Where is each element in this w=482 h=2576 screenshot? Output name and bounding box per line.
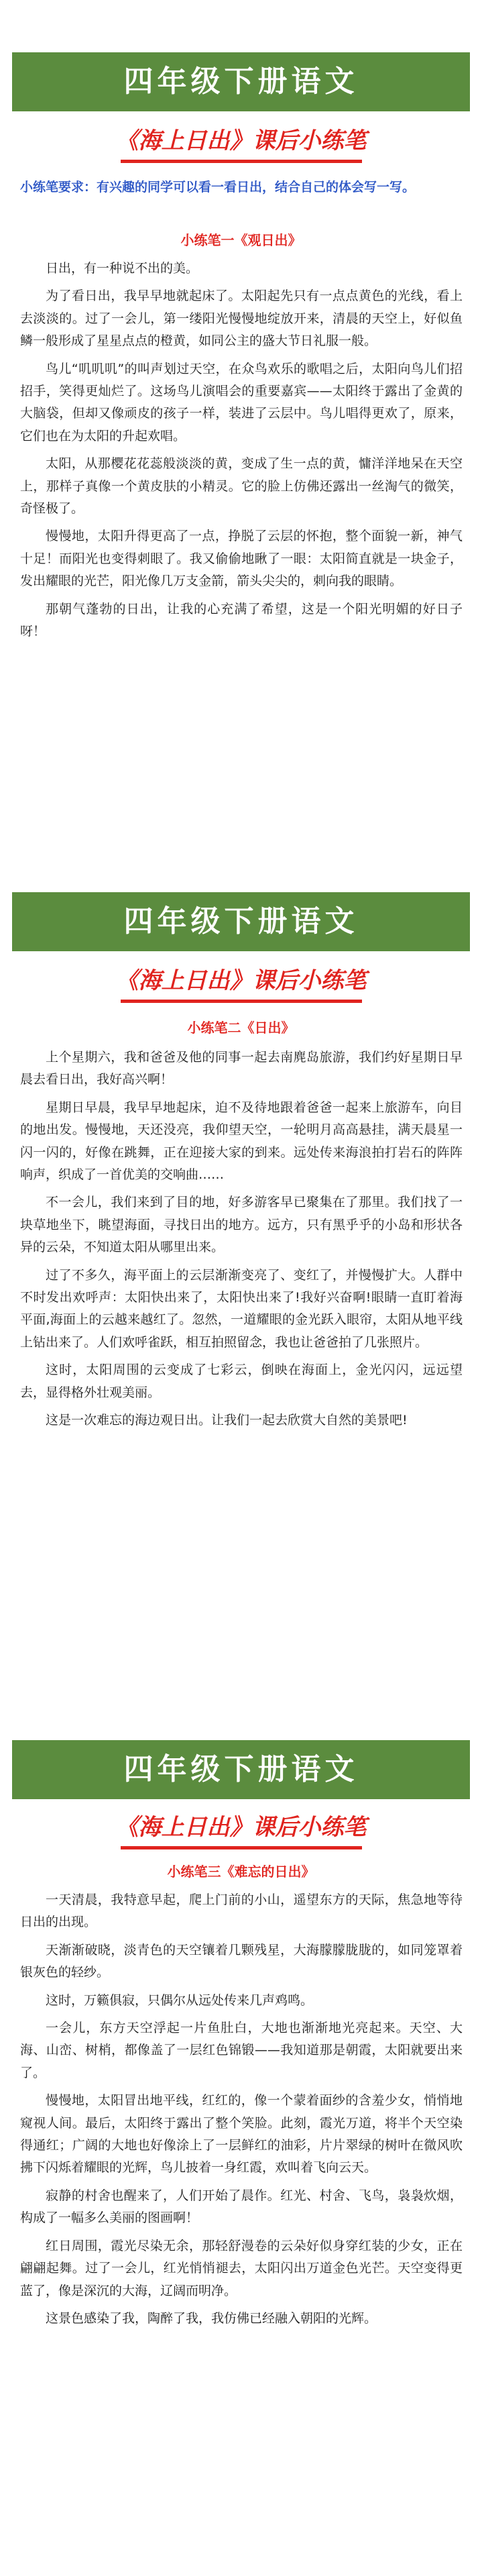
paragraph: 过了不多久，海平面上的云层渐渐变亮了、变红了，并慢慢扩大。人群中不时发出欢呼声：太阳快出来了，太阳快出来了!我好兴奋啊!眼睛一直盯着海平面,海面上的云越来越红了。忽然，一道耀眼的金光跃入眼帘，太阳从地平线上钻出来了。人们欢呼雀跃，相互拍照留念，我也让爸爸拍了几张照片。 [20, 1267, 463, 1350]
paragraph: 这是一次难忘的海边观日出。让我们一起去欣赏大自然的美景吧! [46, 1413, 408, 1428]
subtitle-text: 《海上日出》课后小练笔 [115, 127, 367, 154]
paragraph: 日出，有一种说不出的美。 [46, 261, 199, 276]
paragraph: 这时，太阳周围的云变成了七彩云，倒映在海面上，金光闪闪，远远望去，显得格外壮观美丽。 [20, 1362, 463, 1400]
paragraph: 上个星期六，我和爸爸及他的同事一起去南麂岛旅游，我们约好星期日早晨去看日出，我好高兴啊！ [20, 1050, 463, 1087]
paragraph: 这景色感染了我，陶醉了我，我仿佛已经融入朝阳的光辉。 [46, 2310, 377, 2326]
section-subtitle [0, 965, 482, 997]
paragraph: 一会儿，东方天空浮起一片鱼肚白，大地也渐渐地光亮起来。天空、大海、山峦、树梢，都像盖了一层红色锦锻——我知道那是朝霞，太阳就要出来了。 [20, 2021, 463, 2080]
section-subtitle [0, 125, 482, 157]
section-3 [0, 1704, 482, 2576]
practice-body [20, 1889, 463, 2335]
paragraph: 这时，万籁俱寂，只偶尔从远处传来几声鸡鸣。 [46, 1992, 314, 2008]
paragraph: 不一会儿，我们来到了目的地，好多游客早已聚集在了那里。我们找了一块草地坐下，眺望海面，寻找日出的地方。远方，只有黑乎乎的小岛和形状各异的云朵，不知道太阳从哪里出来。 [20, 1195, 463, 1255]
practice-body [20, 258, 463, 649]
paragraph: 星期日早晨，我早早地起床，迫不及待地跟着爸爸一起来上旅游车，向目的地出发。慢慢地，天还没亮，我仰望天空，一轮明月高高悬挂，满天晨星一闪一闪的，好像在跳舞，正在迎接大家的到来。远处传来海浪拍打岩石的阵阵响声，织成了一首优美的交响曲…… [20, 1099, 463, 1183]
practice-heading: 小练笔三《难忘的日出》 [167, 1864, 315, 1880]
subtitle-text: 《海上日出》课后小练笔 [115, 1814, 367, 1841]
paragraph: 为了看日出，我早早地就起床了。太阳起先只有一点点黄色的光线，看上去淡淡的。过了一会儿，第一缕阳光慢慢地绽放开来，清晨的天空上，好似鱼鳞一般形成了星星点点的橙黄，如同公主的盛大节日礼服一般。 [20, 288, 463, 349]
paragraph: 天渐渐破晓，淡青色的天空镶着几颗残星，大海朦朦胧胧的，如同笼罩着银灰色的轻纱。 [20, 1942, 463, 1980]
paragraph: 太阳，从那樱花花蕊般淡淡的黄，变成了生一点的黄，慵洋洋地呆在天空上，那样子真像一个黄皮肤的小精灵。它的脸上仿佛还露出一丝淘气的微笑，奇怪极了。 [20, 456, 463, 517]
paragraph: 慢慢地，太阳升得更高了一点，挣脱了云层的怀抱，整个面貌一新，神气十足！而阳光也变得刺眼了。我又偷偷地瞅了一眼：太阳简直就是一块金子，发出耀眼的光芒，阳光像几万支金箭，箭头尖尖的，刺向我的眼睛。 [20, 529, 463, 589]
paragraph: 慢慢地，太阳冒出地平线，红红的，像一个蒙着面纱的含羞少女，悄悄地窥视人间。最后，太阳终于露出了整个笑脸。此刻，霞光万道，将半个天空染得通红；广阔的大地也好像涂上了一层鲜红的油彩，片片翠绿的树叶在微风吹拂下闪烁着耀眼的光辉，鸟儿披着一身红霞，欢叫着飞向云天。 [20, 2093, 463, 2176]
practice-heading: 小练笔一《观日出》 [180, 232, 302, 248]
paragraph: 一天清晨，我特意早起，爬上门前的小山，遥望东方的天际，焦急地等待日出的出现。 [20, 1892, 463, 1930]
subtitle-underline [121, 160, 362, 163]
section-1 [0, 0, 482, 852]
grade-banner: 四年级下册语文 [12, 892, 470, 951]
paragraph: 红日周围，霞光尽染无余，那轻舒漫卷的云朵好似身穿红装的少女，正在翩翩起舞。过了一会儿，红光悄悄褪去，太阳闪出万道金色光芒。天空变得更蓝了，像是深沉的大海，辽阔而明净。 [20, 2238, 463, 2298]
paragraph: 那朝气蓬勃的日出，让我的心充满了希望，这是一个阳光明媚的好日子呀！ [20, 601, 463, 639]
subtitle-text: 《海上日出》课后小练笔 [115, 967, 367, 994]
subtitle-underline [121, 1846, 362, 1849]
grade-banner: 四年级下册语文 [12, 1740, 470, 1799]
grade-banner: 四年级下册语文 [12, 52, 470, 111]
practice-heading: 小练笔二《日出》 [187, 1020, 295, 1036]
paragraph: 寂静的村舍也醒来了，人们开始了晨作。红光、村舍、飞鸟，袅袅炊烟，构成了一幅多么美丽的图画啊！ [20, 2188, 463, 2226]
section-2 [0, 852, 482, 1704]
subtitle-underline [121, 1000, 362, 1003]
paragraph: 鸟儿“叽叽叽”的叫声划过天空，在众鸟欢乐的歌唱之后，太阳向鸟儿们招招手，笑得更灿烂了。这场鸟儿演唱会的重要嘉宾——太阳终于露出了金黄的大脑袋，但却又像顽皮的孩子一样，装进了云层中。鸟儿唱得更欢了，原来，它们也在为太阳的升起欢唱。 [20, 361, 463, 443]
practice-body [20, 1046, 463, 1438]
section-subtitle [0, 1811, 482, 1843]
practice-requirement: 小练笔要求：有兴趣的同学可以看一看日出，结合自己的体会写一写。 [20, 180, 416, 195]
